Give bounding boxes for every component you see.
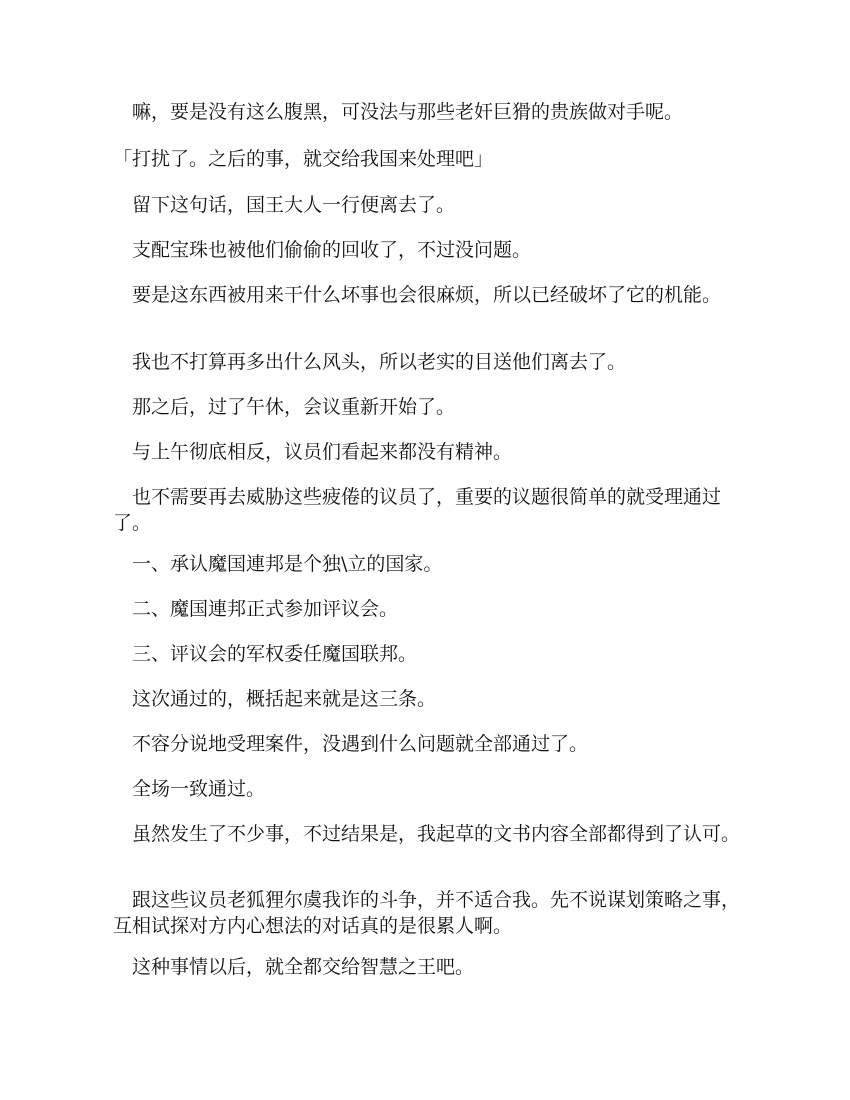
paragraph-7: 那之后，过了午休，会议重新开始了。 (132, 396, 456, 418)
paragraph-8: 与上午彻底相反，议员们看起来都没有精神。 (132, 441, 513, 463)
paragraph-1: 嘛，要是没有这么腹黑，可没法与那些老奸巨猾的贵族做对手呢。 (132, 101, 684, 123)
paragraph-2-dialogue: 「打扰了。之后的事，就交给我国来处理吧」 (113, 148, 494, 170)
paragraph-3: 留下这句话，国王大人一行便离去了。 (132, 194, 456, 216)
paragraph-12-item-three: 三、评议会的军权委任魔国联邦。 (132, 643, 418, 665)
paragraph-17: 跟这些议员老狐狸尔虞我诈的斗争，并不适合我。先不说谋划策略之事，互相试探对方内心想法的对话真的是很累人啊。 (113, 889, 741, 937)
paragraph-13: 这次通过的，概括起来就是这三条。 (132, 688, 437, 710)
paragraph-9: 也不需要再去威胁这些疲倦的议员了，重要的议题很简单的就受理通过了。 (113, 486, 722, 534)
paragraph-18: 这种事情以后，就全都交给智慧之王吧。 (132, 956, 475, 978)
paragraph-5: 要是这东西被用来干什么坏事也会很麻烦，所以已经破坏了它的机能。 (132, 284, 722, 306)
paragraph-10-item-one: 一、承认魔国連邦是个独\立的国家。 (132, 553, 443, 575)
paragraph-15: 全场一致通过。 (132, 778, 266, 800)
paragraph-6: 我也不打算再多出什么风头，所以老实的目送他们离去了。 (132, 351, 627, 373)
paragraph-14: 不容分说地受理案件，没遇到什么问题就全部通过了。 (132, 733, 589, 755)
paragraph-16: 虽然发生了不少事，不过结果是，我起草的文书内容全部都得到了认可。 (132, 823, 741, 845)
paragraph-11-item-two: 二、魔国連邦正式参加评议会。 (132, 598, 399, 620)
paragraph-4: 支配宝珠也被他们偷偷的回收了，不过没问题。 (132, 239, 532, 261)
